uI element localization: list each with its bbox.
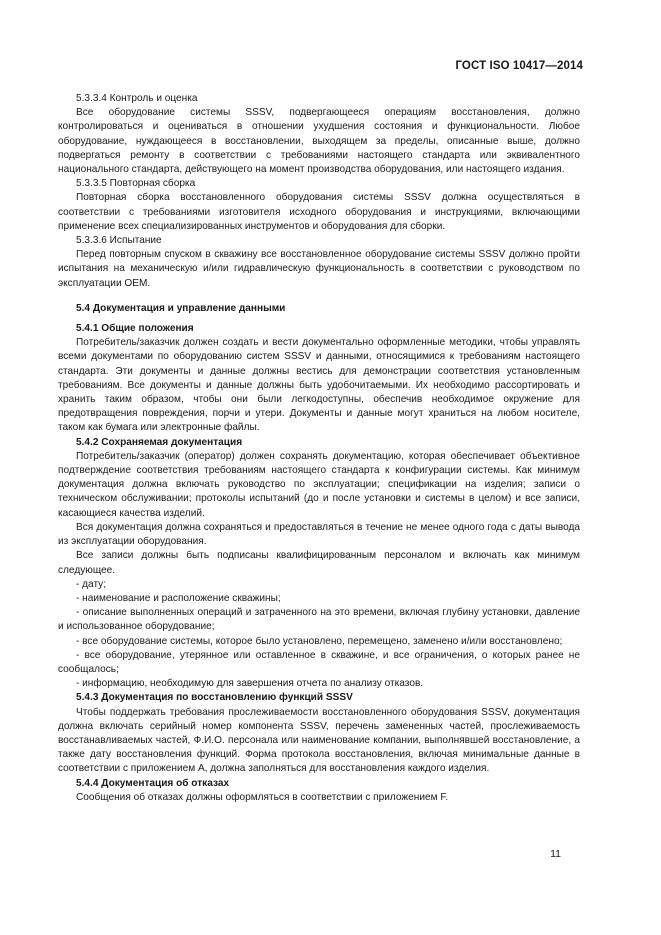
clause-5-4-3-text: Чтобы поддержать требования прослеживаемости восстановленного оборудования SSSV, документация должна включать серийный номер компонента SSSV, перечень замененных частей, прослеживаемость восстанавливаемых частей, Ф.И.О. персонала или наименование компании, выполнявшей восстановление, а также дату восстановления функций. Форма протокола восстановления, включая минимальные данные в соответствии с приложением А, должна заполняться для восстановления каждого изделия. [58, 706, 580, 775]
clause-5-4-2-paragraph-1: Потребитель/заказчик (оператор) должен сохранять документацию, которая обеспечивает объективное подтверждение соответствия требованиям настоящего стандарта к конфигурации системы. Как минимум документация должна включать руководство по эксплуатации; спецификации на изделия; записи о техническом обслуживании; протоколы испытаний (до и после установки и системы в целом) и все записи, касающиеся качества изделий. [58, 450, 580, 519]
list-item: - все оборудование системы, которое было установлено, перемещено, заменено и/или восстановлено; [76, 635, 563, 647]
clause-5-4-2-heading: 5.4.2 Сохраняемая документация [76, 436, 243, 448]
clause-5-4-2-paragraph-3: Все записи должны быть подписаны квалифицированным персоналом и включать как минимум следующее. [58, 550, 580, 576]
clause-5-4-1-heading: 5.4.1 Общие положения [76, 323, 194, 335]
list-item: - описание выполненных операций и затраченного на это времени, включая глубину установки, давление и использованное оборудование; [58, 607, 580, 633]
clause-5-3-3-6-text: Перед повторным спуском в скважину все восстановленное оборудование системы SSSV должно пройти испытания на механическую и/или гидравлическую функциональность в соответствии с руководством по эксплуатации OEM. [58, 249, 580, 289]
clause-5-3-3-4-text: Все оборудование системы SSSV, подвергающееся операциям восстановления, должно контролироваться и оцениваться в отношении ухудшения состояния и функциональности. Любое оборудование, нуждающееся в восстановлении, выходящем за пределы, описанные выше, должно подвергаться ремонту в соответствии с требованиями настоящего стандарта или эквивалентного национального стандарта, действующего на момент производства оборудования, или настоящего издания. [58, 107, 580, 176]
clause-5-4-1-text: Потребитель/заказчик должен создать и вести документально оформленные методики, чтобы управлять всеми документами по оборудованию систем SSSV и данными, относящимися к требованиям настоящего стандарта. Эти документы и данные должны вестись для демонстрации соответствия установленным требованиям. Все документы и данные должны быть удобочитаемыми. Их необходимо рассортировать и хранить таким образом, чтобы они были легкодоступны, обеспечив необходимое окружение для предотвращения повреждения, порчи и утери. Документы и данные могут храниться на любом носителе, таком как бумага или электронные файлы. [58, 337, 580, 434]
clause-5-3-3-4-heading: 5.3.3.4 Контроль и оценка [76, 93, 198, 104]
clause-5-4-3-heading: 5.4.3 Документация по восстановлению функций SSSV [76, 692, 353, 704]
clause-5-4-2-paragraph-2: Вся документация должна сохраняться и предоставляться в течение не менее одного года с даты вывода из эксплуатации оборудования. [58, 521, 580, 548]
list-item: - информацию, необходимую для завершения отчета по анализу отказов. [76, 678, 424, 690]
list-item: - дату; [76, 578, 107, 590]
clause-5-4-4-heading: 5.4.4 Документация об отказах [76, 777, 230, 789]
clause-5-4-4-text: Сообщения об отказах должны оформляться в соответствии с приложением F. [76, 791, 449, 803]
page-number: 11 [550, 848, 561, 860]
document-body [58, 92, 580, 805]
document-code-header: ГОСТ ISO 10417—2014 [455, 60, 583, 72]
clause-5-3-3-5-text: Повторная сборка восстановленного оборудования системы SSSV должна осуществляться в соответствии с требованиями изготовителя исходного оборудования и инструкциями, включающими применение всех специализированных инструментов и оборудования для сборки. [58, 192, 580, 232]
section-5-4-heading: 5.4 Документация и управление данными [76, 302, 286, 314]
list-item: - наименование и расположение скважины; [76, 592, 281, 604]
list-item: - все оборудование, утерянное или оставленное в скважине, и все ограничения, о которых ранее не сообщалось; [58, 649, 580, 675]
clause-5-3-3-6-heading: 5.3.3.6 Испытание [76, 235, 162, 247]
clause-5-3-3-5-heading: 5.3.3.5 Повторная сборка [76, 178, 196, 190]
